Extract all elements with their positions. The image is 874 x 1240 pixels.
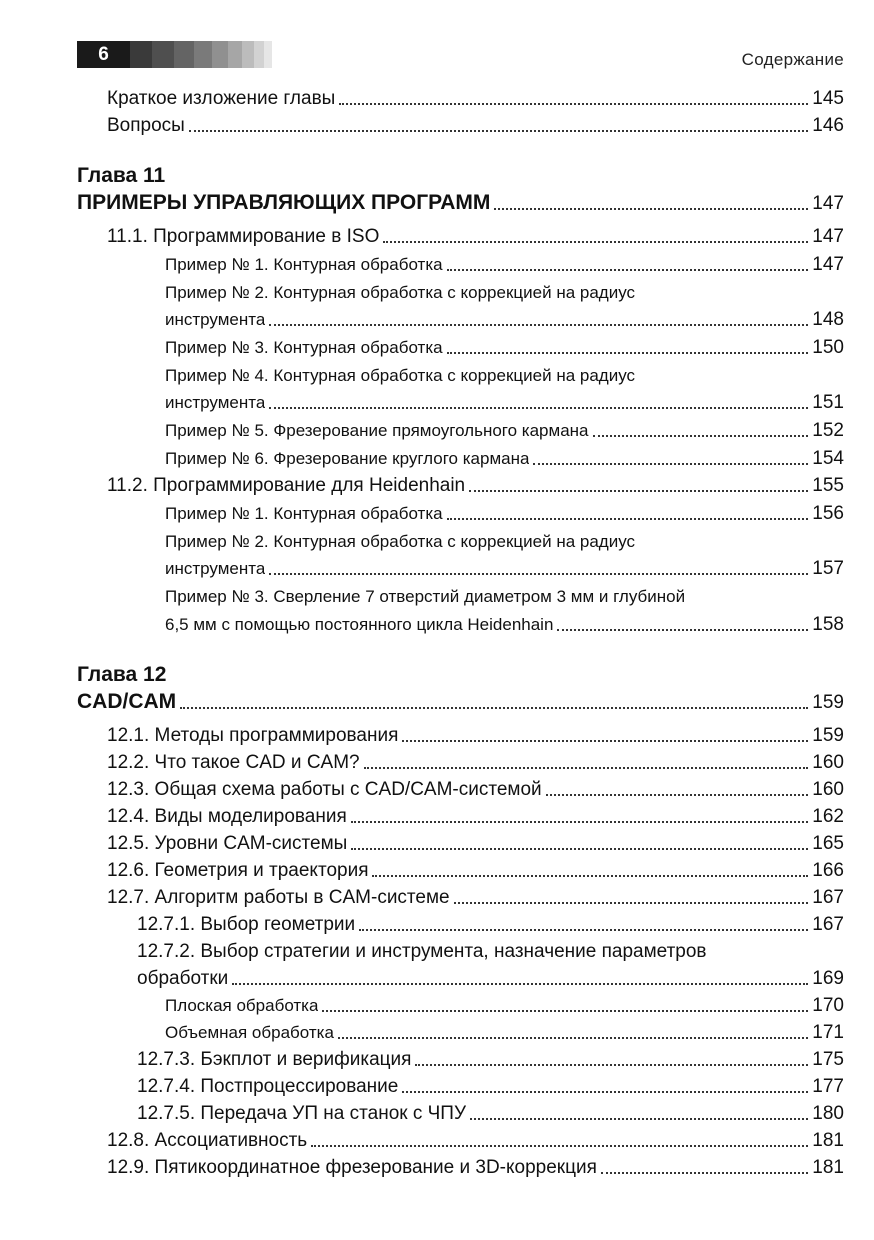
leader-dots — [470, 1118, 808, 1120]
running-head: Содержание — [741, 50, 844, 69]
toc-entry-page: 146 — [812, 115, 844, 136]
toc-entry[interactable] — [165, 1021, 844, 1045]
chapter-title: ПРИМЕРЫ УПРАВЛЯЮЩИХ ПРОГРАММ — [77, 191, 491, 214]
toc-entry-title: инструмента — [165, 559, 266, 578]
toc-entry-page: 170 — [812, 995, 844, 1016]
toc-entry[interactable] — [137, 913, 844, 937]
toc-entry-title: инструмента — [165, 393, 266, 412]
toc-entry-page: 162 — [812, 806, 844, 827]
header-bar — [130, 41, 152, 68]
toc-entry[interactable] — [165, 557, 844, 581]
leader-dots — [364, 767, 809, 769]
toc-entry-title: 12.3. Общая схема работы с CAD/CAM-системой — [107, 779, 542, 800]
toc-entry-title: Пример № 1. Контурная обработка — [165, 504, 443, 523]
leader-dots — [415, 1064, 808, 1066]
toc-entry-title: 11.2. Программирование для Heidenhain — [107, 475, 466, 496]
toc-entry[interactable] — [165, 419, 844, 443]
leader-dots — [351, 821, 809, 823]
toc-entry[interactable] — [107, 805, 844, 829]
toc-entry[interactable] — [107, 751, 844, 775]
toc-entry-title: Объемная обработка — [165, 1023, 334, 1042]
toc-entry-page: 145 — [812, 88, 844, 109]
leader-dots — [546, 794, 809, 796]
toc-entry-title: 12.7.5. Передача УП на станок с ЧПУ — [137, 1103, 467, 1124]
leader-dots — [557, 629, 808, 631]
toc-entry-page: 160 — [812, 752, 844, 773]
toc-entry[interactable] — [137, 1102, 844, 1126]
toc-entry-title: 12.1. Методы программирования — [107, 725, 399, 746]
toc-entry-title: Краткое изложение главы — [107, 88, 336, 109]
toc-entry-page: 158 — [812, 614, 844, 635]
page-number: 6 — [77, 41, 130, 68]
chapter-entry[interactable] — [77, 191, 844, 216]
leader-dots — [180, 707, 808, 709]
toc-entry-title: Пример № 5. Фрезерование прямоугольного кармана — [165, 421, 589, 440]
toc-entry-title: обработки — [137, 968, 229, 989]
leader-dots — [232, 983, 808, 985]
toc-entry-line1: 12.7.2. Выбор стратегии и инструмента, назначение параметров — [137, 941, 707, 962]
toc-entry-page: 160 — [812, 779, 844, 800]
toc-entry-title: 12.2. Что такое CAD и CAM? — [107, 752, 360, 773]
toc-entry-title: 12.4. Виды моделирования — [107, 806, 347, 827]
toc-entry-title: 12.7.3. Бэкплот и верификация — [137, 1049, 412, 1070]
toc-entry-title: 12.5. Уровни CAM-системы — [107, 833, 348, 854]
toc-entry-page: 147 — [812, 193, 844, 214]
toc-entry[interactable] — [107, 886, 844, 910]
toc-entry-line1: Пример № 3. Сверление 7 отверстий диаметром 3 мм и глубиной — [165, 587, 686, 606]
toc-entry-page: 177 — [812, 1076, 844, 1097]
leader-dots — [322, 1010, 808, 1012]
toc-entry-title: Вопросы — [107, 115, 185, 136]
toc-entry[interactable] — [165, 336, 844, 360]
header-bar — [174, 41, 194, 68]
toc-entry[interactable] — [107, 474, 844, 498]
leader-dots — [447, 352, 809, 354]
toc-entry-title: 12.8. Ассоциативность — [107, 1130, 308, 1151]
header-bar — [242, 41, 254, 68]
toc-entry-title: Плоская обработка — [165, 996, 319, 1015]
toc-entry-title: Пример № 3. Контурная обработка — [165, 338, 443, 357]
toc-entry-title: Пример № 1. Контурная обработка — [165, 255, 443, 274]
leader-dots — [269, 573, 808, 575]
leader-dots — [593, 435, 809, 437]
header-bar — [194, 41, 212, 68]
toc-entry[interactable] — [137, 1075, 844, 1099]
leader-dots — [402, 1091, 808, 1093]
toc-entry[interactable] — [107, 225, 844, 249]
toc-entry[interactable] — [165, 447, 844, 471]
toc-entry-title: 11.1. Программирование в ISO — [107, 226, 380, 247]
toc-entry[interactable] — [107, 724, 844, 748]
toc-entry-page: 171 — [812, 1022, 844, 1043]
toc-entry-title: 12.7.1. Выбор геометрии — [137, 914, 356, 935]
toc-entry-page: 151 — [812, 392, 844, 413]
toc-entry-page: 156 — [812, 503, 844, 524]
header-bar — [228, 41, 242, 68]
leader-dots — [383, 241, 808, 243]
toc-entry-page: 147 — [812, 254, 844, 275]
toc-entry-page: 165 — [812, 833, 844, 854]
chapter-label: Глава 11 — [77, 164, 166, 187]
leader-dots — [189, 130, 808, 132]
toc-entry-title: инструмента — [165, 310, 266, 329]
toc-entry[interactable] — [165, 994, 844, 1018]
toc-entry-page: 181 — [812, 1130, 844, 1151]
toc-entry[interactable] — [107, 1129, 844, 1153]
leader-dots — [454, 902, 809, 904]
toc-entry[interactable] — [107, 114, 844, 138]
leader-dots — [494, 208, 808, 210]
toc-entry-page: 155 — [812, 475, 844, 496]
toc-entry-page: 166 — [812, 860, 844, 881]
leader-dots — [311, 1145, 808, 1147]
toc-entry-title: 12.7. Алгоритм работы в CAM-системе — [107, 887, 450, 908]
leader-dots — [533, 463, 808, 465]
toc-entry-page: 147 — [812, 226, 844, 247]
toc-entry[interactable] — [165, 308, 844, 332]
toc-entry[interactable] — [107, 832, 844, 856]
toc-entry[interactable] — [137, 1048, 844, 1072]
leader-dots — [601, 1172, 808, 1174]
toc-entry-line1: Пример № 2. Контурная обработка с коррекцией на радиус — [165, 283, 636, 302]
toc-entry-title: 6,5 мм с помощью постоянного цикла Heidenhain — [165, 615, 554, 634]
toc-entry-page: 150 — [812, 337, 844, 358]
toc-entry-page: 167 — [812, 914, 844, 935]
toc-entry[interactable] — [137, 967, 844, 991]
toc-entry-page: 152 — [812, 420, 844, 441]
toc-entry[interactable] — [165, 502, 844, 526]
header-gradient-bars — [130, 41, 272, 68]
leader-dots — [469, 490, 808, 492]
leader-dots — [338, 1037, 808, 1039]
leader-dots — [339, 103, 808, 105]
toc-entry-title: 12.9. Пятикоординатное фрезерование и 3D-коррекция — [107, 1157, 597, 1178]
toc-entry-title: 12.6. Геометрия и траектория — [107, 860, 369, 881]
leader-dots — [372, 875, 808, 877]
toc-entry[interactable] — [165, 391, 844, 415]
chapter-title: CAD/CAM — [77, 690, 177, 713]
toc-entry[interactable] — [107, 859, 844, 883]
toc-entry-title: Пример № 6. Фрезерование круглого кармана — [165, 449, 530, 468]
toc-entry-page: 175 — [812, 1049, 844, 1070]
header-bar — [212, 41, 228, 68]
toc-entry[interactable] — [107, 1156, 844, 1180]
toc-entry-line1: Пример № 2. Контурная обработка с коррекцией на радиус — [165, 532, 636, 551]
page-header — [0, 0, 874, 80]
toc-entry-page: 157 — [812, 558, 844, 579]
toc-entry[interactable] — [165, 613, 844, 637]
leader-dots — [447, 269, 809, 271]
header-bar — [152, 41, 174, 68]
toc-entry-page: 181 — [812, 1157, 844, 1178]
toc-entry[interactable] — [107, 87, 844, 111]
toc-entry-page: 154 — [812, 448, 844, 469]
toc-entry-page: 159 — [812, 692, 844, 713]
header-bar — [264, 41, 272, 68]
leader-dots — [269, 324, 808, 326]
chapter-entry[interactable] — [77, 690, 844, 715]
toc-entry-page: 167 — [812, 887, 844, 908]
leader-dots — [351, 848, 808, 850]
header-bar — [254, 41, 264, 68]
toc-entry-page: 169 — [812, 968, 844, 989]
toc-entry-page: 180 — [812, 1103, 844, 1124]
leader-dots — [269, 407, 808, 409]
toc-entry[interactable] — [107, 778, 844, 802]
toc-entry[interactable] — [165, 253, 844, 277]
toc-entry-line1: Пример № 4. Контурная обработка с коррекцией на радиус — [165, 366, 636, 385]
leader-dots — [359, 929, 808, 931]
leader-dots — [402, 740, 808, 742]
toc-entry-title: 12.7.4. Постпроцессирование — [137, 1076, 399, 1097]
chapter-label: Глава 12 — [77, 663, 167, 686]
toc-entry-page: 159 — [812, 725, 844, 746]
leader-dots — [447, 518, 809, 520]
toc-entry-page: 148 — [812, 309, 844, 330]
